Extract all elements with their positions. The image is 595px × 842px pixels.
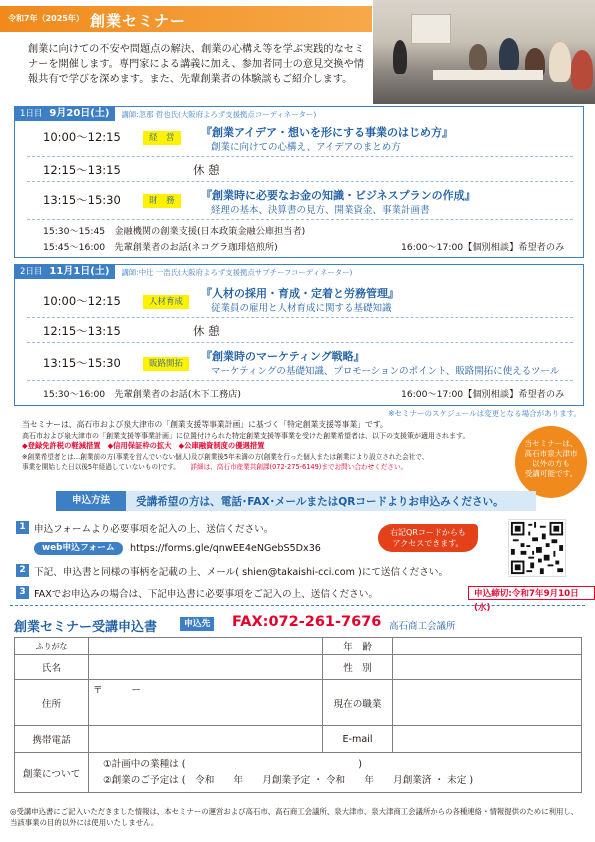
fax-number: FAX:072-261-7676	[232, 614, 382, 630]
phone-label: 携帯電話	[15, 726, 89, 753]
cut-line	[10, 605, 585, 606]
about-field[interactable]	[89, 753, 582, 793]
day1-s2-sub: 経理の基本、決算書の見方、開業資金、事業計画書	[211, 205, 430, 216]
badge-line: 受講可能です。	[524, 469, 578, 478]
projector-screen	[411, 14, 451, 44]
day2-box	[14, 264, 584, 406]
divider	[27, 317, 573, 318]
eligibility-badge	[515, 426, 587, 498]
day1-extra-3: 16:00～17:00【個別相談】希望者のみ	[401, 242, 565, 253]
qr-note	[378, 524, 478, 552]
day2-lecturer: 講師:中辻 一浩氏(大阪府よろず支援拠点サブチーフコーディネーター)	[121, 267, 353, 277]
day1-s2-title: 『創業時に必要なお金の知識・ビジネスプランの作成』	[201, 189, 476, 202]
day1-break-time: 12:15～13:15	[43, 163, 121, 177]
application-form	[14, 637, 582, 793]
badge-line: 以外の方も	[532, 459, 570, 468]
day2-s2-sub: マーケティングの基礎知識、プロモーションのポイント、販路開拓に使えるツール	[211, 366, 560, 377]
day2-header	[15, 265, 352, 279]
day1-box	[14, 106, 584, 258]
form-title: 創業セミナー受講申込書	[14, 620, 158, 635]
phone-field[interactable]	[89, 726, 323, 753]
day2-s1-sub: 従業員の雇用と人材育成に関する基礎知識	[211, 303, 392, 314]
day2-s1-title: 『人材の採用・育成・定着と労務管理』	[201, 287, 399, 300]
age-field[interactable]	[393, 638, 582, 655]
step-1-text: 申込フォームより必要事項を記入の上、送信ください。	[34, 524, 274, 535]
divider	[27, 219, 573, 220]
day1-header	[15, 107, 316, 121]
question-2: ②創業のご予定は ( 令和 年 月創業予定 ・ 令和 年 月創業済 ・ 未定 )	[103, 774, 474, 786]
support-contact: 詳細は、高石市産業共創課(072-275-6149)までお問い合わせください。	[190, 463, 408, 471]
divider	[27, 156, 573, 157]
day1-extra-2: 15:45～16:00 先輩創業者のお話(ネコグラ珈琲焙煎所)	[43, 242, 278, 253]
support-line-2: 高石市および泉大津市の「創業支援等事業計画」に位置付けられた特定創業支援等事業を受けた創業希望者は、以下の支援策が適用されます。	[22, 431, 470, 440]
divider	[27, 380, 573, 381]
support-line-1: 当セミナーは、高石市および泉大津市の「創業支援等事業計画」に基づく「特定創業支援等事業」です。	[22, 420, 388, 429]
seminar-photo	[373, 0, 595, 104]
day2-date: 11月1日(土)	[47, 265, 115, 279]
support-line-4-row	[22, 462, 512, 473]
day1-break-label: 休 憩	[193, 163, 220, 177]
gender-field[interactable]	[393, 655, 582, 680]
web-form-button[interactable]: web申込フォーム	[34, 542, 123, 555]
step-3-text: FAXでお申込みの場合は、下記申込書に必要事項をご記入の上、送信ください。	[34, 589, 378, 600]
day2-break-label: 休 憩	[193, 324, 220, 338]
badge-line: 高石市泉大津市	[524, 449, 578, 458]
day1-s1-title: 『創業アイデア・想いを形にする事業のはじめ方』	[201, 126, 454, 139]
email-field[interactable]	[393, 726, 582, 753]
day1-extra-1: 15:30～15:45 金融機関の創業支援(日本政策金融公庫担当者)	[43, 226, 306, 237]
day1-s1-time: 10:00～12:15	[43, 130, 121, 144]
question-1: ①計画中の業種は ( )	[103, 758, 362, 770]
day2-s2-tag: 販路開拓	[143, 357, 189, 371]
day2-number: 2日目	[15, 265, 47, 279]
benefit-2: ◆信用保証枠の拡大	[107, 441, 172, 450]
step-3-number: 3	[16, 586, 29, 599]
schedule-note: ※セミナーのスケジュールは変更となる場合があります。	[388, 409, 581, 418]
email-label: E-mail	[323, 726, 393, 753]
day1-s2-tag: 財 務	[143, 194, 181, 208]
step-2-number: 2	[16, 564, 29, 577]
header-year: 令和7年（2025年）	[8, 14, 84, 23]
address-field[interactable]	[89, 680, 323, 726]
desk	[433, 70, 543, 80]
qr-code[interactable]	[508, 519, 566, 577]
badge-line: 当セミナーは、	[524, 439, 578, 448]
deadline-badge: 申込締切:令和7年9月10日(水)	[468, 586, 595, 600]
day1-lecturer: 講師:忽那 哲也氏(大阪府よろず支援拠点コーディネーター)	[121, 109, 317, 119]
support-line-3: ※創業希望者とは…創業前の方(事業を営んでいない個人)及び創業後5年未満の方(創業を行った個人または創業により設立された会社で、	[22, 452, 429, 461]
apply-text: 受講希望の方は、電話･FAX･メールまたはQRコードよりお申込みください。	[136, 496, 504, 508]
day2-extra-2: 16:00～17:00【個別相談】希望者のみ	[401, 389, 565, 400]
qr-note-line: 右記QRコードからも	[390, 528, 466, 537]
support-line-4: 事業を開始した日以後5年経過していないもの)です。	[22, 463, 180, 471]
form-to-label: 申込先	[180, 617, 214, 631]
age-label: 年 齢	[323, 638, 393, 655]
page-title: 創業セミナー	[90, 12, 187, 30]
apply-label: 申込方法	[56, 491, 126, 511]
day1-number: 1日目	[15, 107, 47, 121]
support-benefits	[22, 441, 512, 452]
benefit-3: ◆公庫融資制度の優遇措置	[178, 441, 265, 450]
furigana-field[interactable]	[89, 638, 323, 655]
job-label: 現在の職業	[323, 680, 393, 726]
day1-s1-tag: 経 営	[143, 131, 181, 145]
intro-text: 創業に向けての不安や問題点の解決、創業の心構え等を学ぶ実践的なセミナーを開催します。専門家による講義に加え、参加者同士の意見交換や情報共有で学びを深めます。また、先輩創業者の体験談もご紹介します。	[28, 44, 365, 85]
day1-date: 9月20日(土)	[47, 107, 115, 121]
divider	[27, 342, 573, 343]
job-field[interactable]	[393, 680, 582, 726]
divider	[27, 181, 573, 182]
day1-s2-time: 13:15～15:30	[43, 193, 121, 207]
day1-s1-sub: 創業に向けての心構え、アイデアのまとめ方	[211, 142, 401, 153]
day2-s1-time: 10:00～12:15	[43, 294, 121, 308]
web-form-url[interactable]: https://forms.gle/qnwEE4eNGebS5Dx36	[130, 543, 321, 554]
qr-note-line: アクセスできます。	[392, 539, 464, 548]
name-field[interactable]	[89, 655, 323, 680]
day2-s1-tag: 人材育成	[143, 295, 189, 309]
address-label: 住所	[15, 680, 89, 726]
support-info	[22, 420, 512, 473]
day2-extra-1: 15:30～16:00 先輩創業者のお話(木下工務店)	[43, 389, 241, 400]
day2-s2-title: 『創業時のマーケティング戦略』	[201, 350, 365, 363]
step-2-text: 下記、申込書と同様の事柄を記載の上、メール( shien@takaishi-cci.com )にて送信ください。	[34, 567, 449, 578]
postal-mark: 〒 ー	[93, 685, 141, 696]
gender-label: 性 別	[323, 655, 393, 680]
name-label: 氏名	[15, 655, 89, 680]
privacy-note: ◎受講申込書にご記入いただきました情報は、本セミナーの運営および高石市、高石商工会議所、泉大津市、泉大津商工会議所からの各種連絡・情報提供のために利用し、当該事業の目的以外には使用いたしません。	[10, 807, 579, 827]
day2-break-time: 12:15～13:15	[43, 324, 121, 338]
benefit-1: ◆登録免許税の軽減措置	[22, 441, 101, 450]
step-1-number: 1	[16, 521, 29, 534]
fax-organization: 高石商工会議所	[389, 621, 456, 632]
about-label: 創業について	[15, 753, 89, 793]
day2-s2-time: 13:15～15:30	[43, 356, 121, 370]
furigana-label: ふりがな	[15, 638, 89, 655]
